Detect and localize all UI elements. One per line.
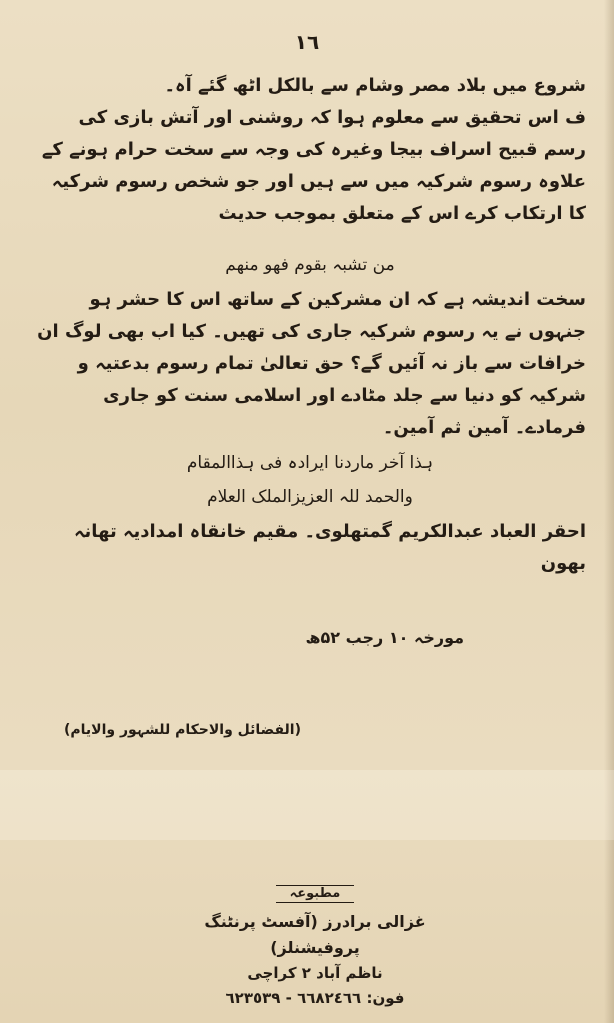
printer-label: مطبوعہ [276,885,355,903]
page-edge-shadow [604,0,614,1023]
printer-block [170,882,460,1011]
hadith-quote: من تشبہ بقوم فهو منهم [225,255,395,275]
paragraph-3: سخت اندیشہ ہے کہ ان مشرکین کے ساتھ اس کا حشر ہو جنہوں نے یہ رسوم شرکیہ جاری کی تھیں۔ کیا اب بھی لوگ ان خرافات سے باز نہ آئیں گے؟ حق تعالیٰ تمام رسوم بدعتیہ و شرکیہ کو دنیا سے جلد مٹادے اور اسلامی سنت کو جاری فرمادے۔ آمین ثم آمین۔ [37,289,586,438]
body-text [34,70,586,580]
blank-band [0,770,614,840]
printer-name: غزالی برادرز (آفسٹ پرنٹنگ پروفیشنلز) [204,912,426,957]
closing-line-1: ہذا آخر ماردنا ایرادہ فی ہذاالمقام [186,453,434,473]
source-reference: (الفضائل والاحکام للشہور والایام) [64,722,301,738]
printer-address: ناظم آباد ۲ کراچی [247,964,383,982]
paragraph-1: شروع میں بلاد مصر وشام سے بالکل اٹھ گئے آہ۔ [164,75,586,96]
paragraph-2: ف اس تحقیق سے معلوم ہوا کہ روشنی اور آتش بازی کی رسم قبیح اسراف بیجا وغیرہ کی وجہ سے سخت حرام ہونے کے علاوہ رسوم شرکیہ میں سے ہیں اور جو شخص رسوم شرکیہ کا ارتکاب کرے اس کے متعلق بموجب حدیث [41,107,586,224]
spacer [34,230,586,246]
printer-phone: فون: ٦٦٨٢٤٦٦ - ٦٢٣٥٣٩ [225,989,405,1007]
date-line: مورخہ ١٠ رجب ۵۲ھ [305,628,464,647]
closing-line-2: والحمد للہ العزیزالملک العلام [207,487,413,507]
page-number: ١٦ [294,30,320,54]
signature-line: احقر العباد عبدالکریم گمتھلوی۔ مقیم خانقاہ امدادیہ تھانہ بھون [74,521,586,574]
